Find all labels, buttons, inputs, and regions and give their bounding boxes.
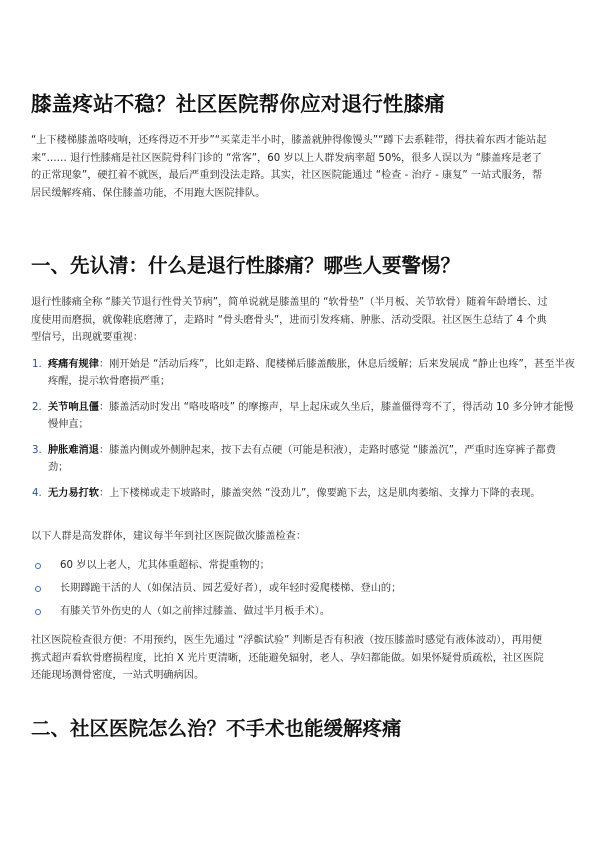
bullet-icon (35, 609, 41, 615)
list-number: 1. (32, 359, 42, 370)
signal-term: 关节响且僵 (48, 402, 99, 413)
list-item: 60 岁以上老人，尤其体重超标、常提重物的； (31, 557, 576, 580)
section-1-paragraph-3: 社区医院检查很方便：不用预约，医生先通过 “浮髌试验” 判断是否有积液（按压膝盖时感觉有液体波动），再用便携式超声看软骨磨损程度，比拍 X 光片更清晰，还能避免辐射，老人、孕妇都能做。如果怀疑骨质疏松，社区医院还能现场测骨密度，一站式明确病因。 (31, 635, 544, 681)
bullet-icon (35, 563, 41, 569)
signals-list (31, 356, 576, 525)
intro-paragraph: “上下楼梯膝盖咯吱响，还疼得迈不开步”“买菜走半小时，膝盖就肿得像馒头”“蹲下去系鞋带，得扶着东西才能站起来”…… 退行性膝痛是社区医院骨科门诊的 “常客”，60 岁以上人群发病率超 50%，很多人误以为 “膝盖疼是老了的正常现象”，硬扛着不就医，最后严重到没法走路。其实，社区医院能通过 “检查 - 治疗 - 康复” 一站式服务，帮居民缓解疼痛、保住膝盖功能，不用跑大医院排队。 (31, 135, 547, 199)
signal-item (31, 485, 576, 525)
signal-text: ：上下楼梯或走下坡路时，膝盖突然 “没劲儿”，像要跪下去，这是肌肉萎缩、支撑力下降的表现。 (98, 488, 541, 499)
signal-term: 疼痛有规律 (48, 359, 99, 370)
list-number: 2. (32, 402, 42, 413)
risk-groups-list (31, 557, 576, 626)
signal-item (31, 356, 576, 399)
section-1-paragraph-2: 以下人群是高发群体，建议每半年到社区医院做次膝盖检查： (31, 531, 307, 542)
section-1-paragraph-1: 退行性膝痛全称 “膝关节退行性骨关节病”，简单说就是膝盖里的 “软骨垫”（半月板、关节软骨）随着年龄增长、过度使用而磨损，就像鞋底磨薄了，走路时 “骨头磨骨头”，进而引发疼痛、肿胀、活动受限。社区医生总结了 4 个典型信号，出现就要重视： (31, 297, 548, 343)
article-title: 膝盖疼站不稳？社区医院帮你应对退行性膝痛 (31, 92, 445, 116)
signal-text: ：刚开始是 “活动后疼”，比如走路、爬楼梯后膝盖酸胀，休息后缓解；后来发展成 “静止也疼”，甚至半夜疼醒，提示软骨磨损严重； (48, 359, 575, 387)
signal-term: 无力易打软 (48, 488, 99, 499)
section-2-heading: 二、社区医院怎么治？不手术也能缓解疼痛 (31, 717, 402, 740)
list-number: 4. (32, 488, 42, 499)
signal-item (31, 442, 576, 485)
list-item: 有膝关节外伤史的人（如之前摔过膝盖、做过半月板手术）。 (31, 603, 576, 626)
signal-term: 肿胀难消退 (48, 445, 99, 456)
list-number: 3. (32, 445, 42, 456)
bullet-icon (35, 586, 41, 592)
signal-text: ：膝盖内侧或外侧肿起来，按下去有点硬（可能是积液），走路时感觉 “膝盖沉”，严重时连穿裤子都费劲； (48, 445, 556, 473)
list-item: 长期蹲跪干活的人（如保洁员、园艺爱好者），或年轻时爱爬楼梯、登山的； (31, 580, 576, 603)
section-1-heading: 一、先认清：什么是退行性膝痛？哪些人要警惕？ (31, 254, 461, 277)
signal-text: ：膝盖活动时发出 “咯吱咯吱” 的摩擦声，早上起床或久坐后，膝盖僵得弯不了，得活动 10 多分钟才能慢慢伸直； (48, 402, 574, 430)
signal-item (31, 399, 576, 442)
